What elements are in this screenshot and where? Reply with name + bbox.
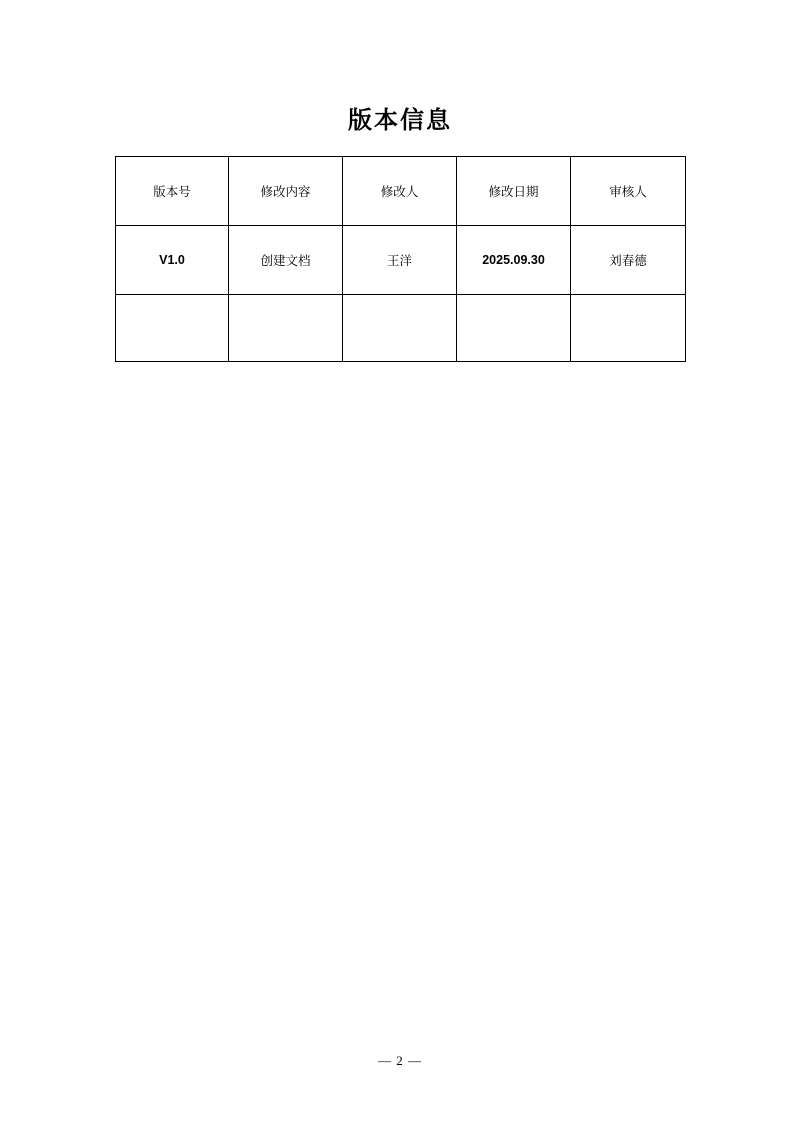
cell-author xyxy=(343,295,457,362)
page-number-footer: — 2 — xyxy=(378,1053,422,1068)
cell-date: 2025.09.30 xyxy=(457,226,571,295)
cell-reviewer xyxy=(571,295,686,362)
cell-version xyxy=(116,295,229,362)
table-header-author: 修改人 xyxy=(343,157,457,226)
table-row xyxy=(116,295,686,362)
cell-reviewer: 刘春德 xyxy=(571,226,686,295)
cell-content xyxy=(229,295,343,362)
table-row xyxy=(116,226,686,295)
version-info-table xyxy=(115,156,686,362)
cell-date xyxy=(457,295,571,362)
page-title: 版本信息 xyxy=(348,108,452,134)
table-header-reviewer: 审核人 xyxy=(571,157,686,226)
cell-author: 王洋 xyxy=(343,226,457,295)
cell-version: V1.0 xyxy=(116,226,229,295)
table-header-version: 版本号 xyxy=(116,157,229,226)
table-header-content: 修改内容 xyxy=(229,157,343,226)
table-header-row xyxy=(116,157,686,226)
table-header-date: 修改日期 xyxy=(457,157,571,226)
cell-content: 创建文档 xyxy=(229,226,343,295)
